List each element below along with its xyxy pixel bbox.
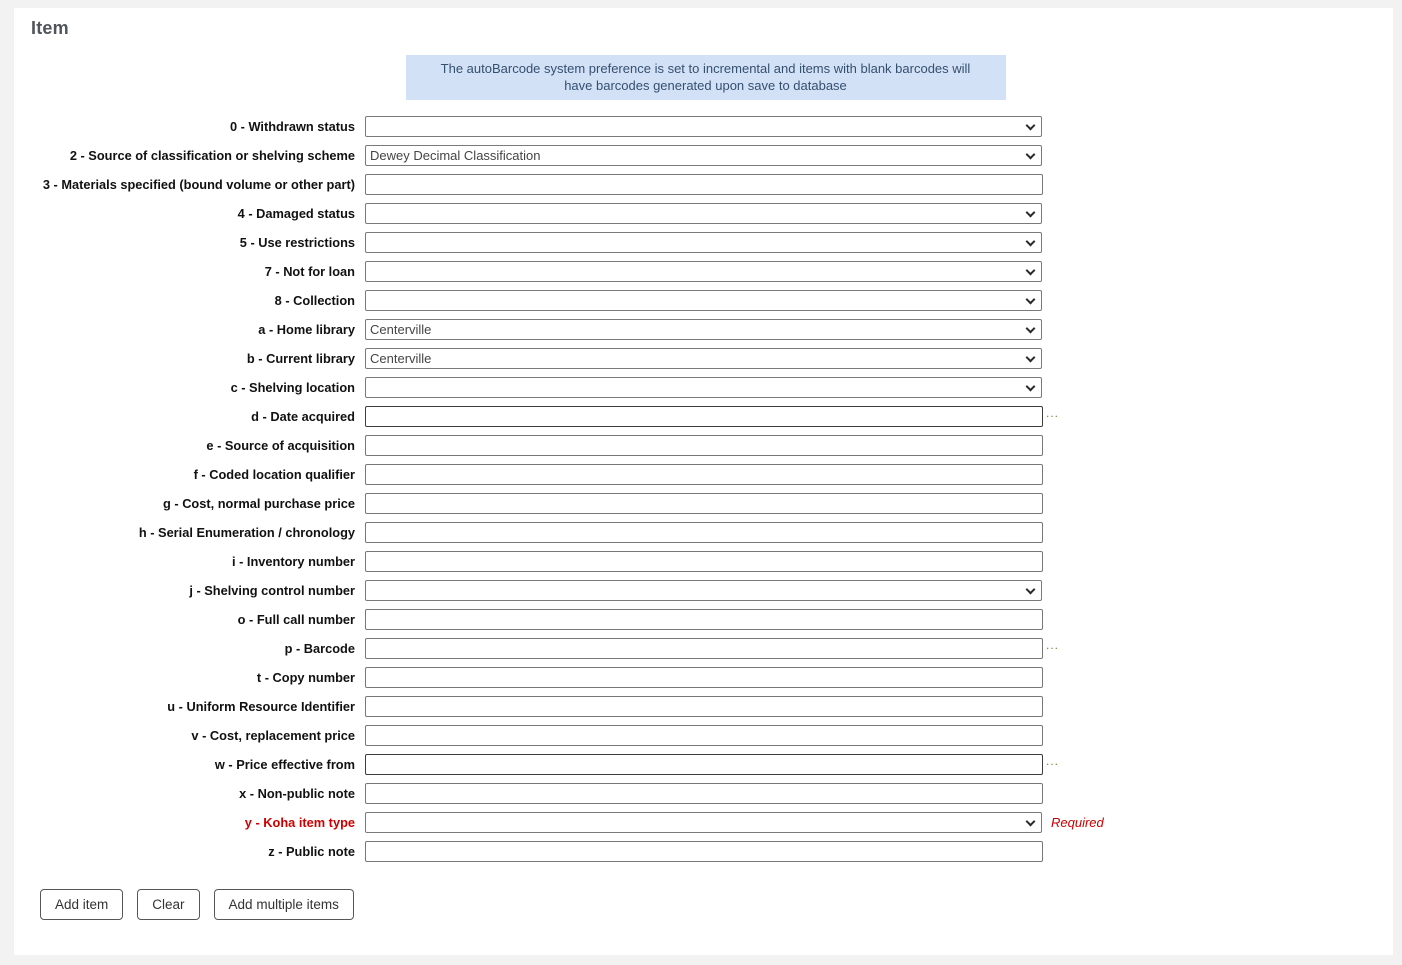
field-label-c: c - Shelving location — [230, 380, 355, 395]
form-row-subfield-y — [18, 812, 1393, 833]
field-control-2 — [365, 145, 1042, 166]
form-row-subfield-j — [18, 580, 1393, 601]
item-form-rows — [18, 116, 1393, 862]
form-row-subfield-z — [18, 841, 1393, 862]
field-input-i[interactable] — [365, 551, 1043, 572]
field-label-3: 3 - Materials specified (bound volume or other part) — [42, 177, 355, 192]
field-label-z: z - Public note — [268, 844, 355, 859]
field-label-5: 5 - Use restrictions — [239, 235, 355, 250]
field-label-d: d - Date acquired — [251, 409, 355, 424]
field-control-4 — [365, 203, 1042, 224]
form-row-subfield-h — [18, 522, 1393, 543]
field-select-2[interactable] — [365, 145, 1042, 166]
field-label-u: u - Uniform Resource Identifier — [167, 699, 355, 714]
field-label-o: o - Full call number — [237, 612, 355, 627]
form-row-subfield-2 — [18, 145, 1393, 166]
select-wrap-2 — [365, 145, 1042, 166]
field-control-7 — [365, 261, 1042, 282]
plugin-launcher-link-w[interactable]: ... — [1046, 754, 1060, 768]
field-label-w: w - Price effective from — [214, 757, 355, 772]
form-row-subfield-v — [18, 725, 1393, 746]
field-label-x: x - Non-public note — [239, 786, 355, 801]
form-row-subfield-a — [18, 319, 1393, 340]
form-row-subfield-3 — [18, 174, 1393, 195]
form-actions — [40, 889, 1393, 920]
form-row-subfield-e — [18, 435, 1393, 456]
form-row-subfield-d — [18, 406, 1393, 427]
field-input-o[interactable] — [365, 609, 1043, 630]
field-control-x — [365, 783, 1043, 804]
field-label-b: b - Current library — [246, 351, 355, 366]
field-select-0[interactable] — [365, 116, 1042, 137]
field-label-g: g - Cost, normal purchase price — [163, 496, 355, 511]
form-row-subfield-f — [18, 464, 1393, 485]
form-row-subfield-w — [18, 754, 1393, 775]
field-input-d[interactable] — [365, 406, 1043, 427]
form-row-subfield-p — [18, 638, 1393, 659]
field-input-v[interactable] — [365, 725, 1043, 746]
field-control-i — [365, 551, 1043, 572]
field-control-f — [365, 464, 1043, 485]
field-control-d — [365, 406, 1043, 427]
clear-button[interactable]: Clear — [137, 889, 199, 920]
field-label-2: 2 - Source of classification or shelving scheme — [69, 148, 355, 163]
field-select-5[interactable] — [365, 232, 1042, 253]
field-input-f[interactable] — [365, 464, 1043, 485]
page-title: Item — [31, 18, 69, 38]
field-label-0: 0 - Withdrawn status — [229, 119, 355, 134]
field-control-b — [365, 348, 1042, 369]
autobarcode-info-message: The autoBarcode system preference is set to incremental and items with blank barcodes will have barcodes generated upon save to database — [406, 55, 1006, 100]
add-multiple-items-button[interactable]: Add multiple items — [214, 889, 354, 920]
select-wrap-5 — [365, 232, 1042, 253]
field-label-7: 7 - Not for loan — [264, 264, 355, 279]
field-select-c[interactable] — [365, 377, 1042, 398]
field-control-0 — [365, 116, 1042, 137]
plugin-launcher-link-p[interactable]: ... — [1046, 638, 1060, 652]
field-input-x[interactable] — [365, 783, 1043, 804]
form-row-subfield-i — [18, 551, 1393, 572]
required-note: Required — [1051, 815, 1104, 830]
field-control-t — [365, 667, 1043, 688]
select-wrap-0 — [365, 116, 1042, 137]
field-label-v: v - Cost, replacement price — [191, 728, 355, 743]
field-input-t[interactable] — [365, 667, 1043, 688]
item-editor-panel — [14, 8, 1393, 955]
select-wrap-c — [365, 377, 1042, 398]
field-select-y[interactable] — [365, 812, 1042, 833]
form-row-subfield-c — [18, 377, 1393, 398]
field-control-8 — [365, 290, 1042, 311]
field-label-j: j - Shelving control number — [189, 583, 355, 598]
field-control-5 — [365, 232, 1042, 253]
field-control-p — [365, 638, 1043, 659]
field-label-p: p - Barcode — [284, 641, 355, 656]
field-control-u — [365, 696, 1043, 717]
form-row-subfield-7 — [18, 261, 1393, 282]
field-select-b[interactable] — [365, 348, 1042, 369]
form-row-subfield-0 — [18, 116, 1393, 137]
select-wrap-b — [365, 348, 1042, 369]
field-label-4: 4 - Damaged status — [237, 206, 355, 221]
select-wrap-y — [365, 812, 1042, 833]
field-select-8[interactable] — [365, 290, 1042, 311]
form-row-subfield-o — [18, 609, 1393, 630]
field-input-h[interactable] — [365, 522, 1043, 543]
select-wrap-8 — [365, 290, 1042, 311]
plugin-launcher-link-d[interactable]: ... — [1046, 406, 1060, 420]
field-label-h: h - Serial Enumeration / chronology — [138, 525, 355, 540]
field-control-3 — [365, 174, 1043, 195]
form-row-subfield-5 — [18, 232, 1393, 253]
field-input-z[interactable] — [365, 841, 1043, 862]
field-label-t: t - Copy number — [256, 670, 355, 685]
field-label-8: 8 - Collection — [274, 293, 355, 308]
field-label-y: y - Koha item type — [244, 815, 355, 830]
field-input-e[interactable] — [365, 435, 1043, 456]
field-input-p[interactable] — [365, 638, 1043, 659]
form-row-subfield-u — [18, 696, 1393, 717]
field-select-7[interactable] — [365, 261, 1042, 282]
form-row-subfield-g — [18, 493, 1393, 514]
field-control-c — [365, 377, 1042, 398]
field-control-v — [365, 725, 1043, 746]
field-control-h — [365, 522, 1043, 543]
field-control-g — [365, 493, 1043, 514]
form-row-subfield-x — [18, 783, 1393, 804]
field-input-g[interactable] — [365, 493, 1043, 514]
field-label-e: e - Source of acquisition — [206, 438, 355, 453]
field-input-u[interactable] — [365, 696, 1043, 717]
field-control-w — [365, 754, 1043, 775]
field-input-3[interactable] — [365, 174, 1043, 195]
form-row-subfield-4 — [18, 203, 1393, 224]
field-select-4[interactable] — [365, 203, 1042, 224]
select-wrap-7 — [365, 261, 1042, 282]
field-control-y — [365, 812, 1042, 833]
field-control-o — [365, 609, 1043, 630]
field-control-e — [365, 435, 1043, 456]
select-wrap-a — [365, 319, 1042, 340]
field-control-j — [365, 580, 1042, 601]
field-select-j[interactable] — [365, 580, 1042, 601]
field-label-i: i - Inventory number — [231, 554, 355, 569]
select-wrap-j — [365, 580, 1042, 601]
form-row-subfield-b — [18, 348, 1393, 369]
field-label-a: a - Home library — [258, 322, 355, 337]
field-control-a — [365, 319, 1042, 340]
field-select-a[interactable] — [365, 319, 1042, 340]
add-item-button[interactable]: Add item — [40, 889, 123, 920]
form-row-subfield-t — [18, 667, 1393, 688]
item-form — [18, 116, 1393, 920]
field-control-z — [365, 841, 1043, 862]
select-wrap-4 — [365, 203, 1042, 224]
form-row-subfield-8 — [18, 290, 1393, 311]
field-label-f: f - Coded location qualifier — [193, 467, 355, 482]
field-input-w[interactable] — [365, 754, 1043, 775]
